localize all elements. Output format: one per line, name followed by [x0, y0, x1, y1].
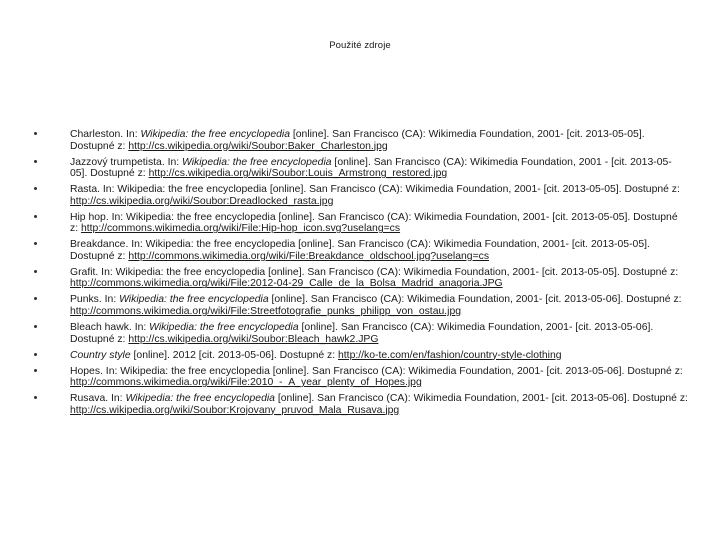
- bullet-icon: [34, 160, 37, 163]
- bullet-icon: [34, 132, 37, 135]
- reference-text: [online]. San Francisco (CA): Wikimedia Foundation, 2001 - [cit. 2013-05-05]. Dostupné z:: [70, 156, 672, 180]
- reference-text: [online]. San Francisco (CA): Wikimedia Foundation, 2001- [cit. 2013-05-05]. Dostupné z:: [70, 129, 645, 152]
- list-item: [28, 239, 688, 262]
- list-item: [28, 294, 688, 317]
- reference-link[interactable]: http://commons.wikimedia.org/wiki/File:Breakdance_oldschool.jpg?uselang=cs: [128, 250, 490, 262]
- reference-link[interactable]: http://commons.wikimedia.org/wiki/File:Hip-hop_icon.svg?uselang=cs: [80, 223, 401, 235]
- reference-link[interactable]: http://commons.wikimedia.org/wiki/File:2012-04-29_Calle_de_la_Bolsa_Madrid_anagoria.JPG: [70, 278, 503, 290]
- reference-link[interactable]: http://cs.wikipedia.org/wiki/Soubor:Baker_Charleston.jpg: [128, 140, 388, 152]
- bullet-icon: [34, 215, 37, 218]
- reference-source: Wikipedia: the free encyclopedia: [125, 393, 275, 405]
- reference-source: Country style: [70, 349, 131, 361]
- reference-source: Wikipedia: the free encyclopedia: [119, 294, 269, 306]
- reference-text: [online]. San Francisco (CA): Wikimedia Foundation, 2001- [cit. 2013-05-06]. Dostupné z:: [274, 393, 688, 405]
- reference-link[interactable]: http://cs.wikipedia.org/wiki/Soubor:Bleach_hawk2.JPG: [128, 333, 379, 345]
- bullet-icon: [34, 297, 37, 300]
- reference-source: Wikipedia: the free encyclopedia: [149, 322, 299, 334]
- reference-text: Bleach hawk. In:: [70, 322, 150, 334]
- reference-text: [online]. 2012 [cit. 2013-05-06]. Dostupné z:: [130, 349, 339, 361]
- reference-text: Breakdance. In: Wikipedia: the free encyclopedia [online]. San Francisco (CA): Wikimedia Foundation, 2001- [cit. 2013-05-05]. Dostupné z:: [70, 239, 650, 262]
- reference-link[interactable]: http://cs.wikipedia.org/wiki/Soubor:Krojovany_pruvod_Mala_Rusava.jpg: [70, 404, 400, 416]
- list-item: [28, 267, 688, 290]
- list-item: [28, 366, 688, 389]
- list-item: [28, 322, 688, 345]
- bullet-icon: [34, 187, 37, 190]
- reference-source: Wikipedia: the free encyclopedia: [140, 129, 290, 140]
- list-item: [28, 350, 688, 362]
- reference-list: [28, 129, 688, 421]
- reference-text: [online]. San Francisco (CA): Wikimedia Foundation, 2001- [cit. 2013-05-06]. Dostupné z:: [268, 294, 682, 306]
- reference-text: Charleston. In:: [70, 129, 141, 140]
- bullet-icon: [34, 325, 37, 328]
- reference-text: Hip hop. In: Wikipedia: the free encyclopedia [online]. San Francisco (CA): Wikimedia Foundation, 2001- [cit. 2013-05-05]. Dostupné z:: [70, 211, 678, 235]
- bullet-icon: [34, 353, 37, 356]
- list-item: [28, 157, 688, 180]
- reference-text: Jazzový trumpetista. In:: [70, 156, 183, 168]
- reference-text: Grafit. In: Wikipedia: the free encyclopedia [online]. San Francisco (CA): Wikimedia Foundation, 2001- [cit. 2013-05-05]. Dostupné z:: [70, 266, 679, 278]
- reference-link[interactable]: http://ko-te.com/en/fashion/country-style-clothing: [338, 349, 562, 361]
- list-item: [28, 212, 688, 235]
- list-item: [28, 393, 688, 416]
- reference-text: Punks. In:: [70, 294, 120, 306]
- list-item: [28, 184, 688, 207]
- reference-link[interactable]: http://commons.wikimedia.org/wiki/File:2010_-_A_year_plenty_of_Hopes.jpg: [70, 377, 422, 389]
- bullet-icon: [34, 270, 37, 273]
- list-item: [28, 129, 688, 152]
- bullet-icon: [34, 369, 37, 372]
- reference-link[interactable]: http://commons.wikimedia.org/wiki/File:Streetfotografie_punks_philipp_von_ostau.jpg: [70, 306, 462, 318]
- reference-text: Hopes. In: Wikipedia: the free encyclopedia [online]. San Francisco (CA): Wikimedia Foundation, 2001- [cit. 2013-05-06]. Dostupné z:: [70, 365, 683, 377]
- page-title: Použité zdroje: [329, 40, 391, 51]
- reference-link[interactable]: http://cs.wikipedia.org/wiki/Soubor:Dreadlocked_rasta.jpg: [70, 195, 334, 207]
- reference-text: Rusava. In:: [70, 393, 126, 405]
- reference-text: [online]. San Francisco (CA): Wikimedia Foundation, 2001- [cit. 2013-05-06]. Dostupné z:: [70, 322, 654, 345]
- bullet-icon: [34, 242, 37, 245]
- reference-source: Wikipedia: the free encyclopedia: [182, 156, 332, 168]
- reference-link[interactable]: http://cs.wikipedia.org/wiki/Soubor:Louis_Armstrong_restored.jpg: [148, 168, 448, 180]
- reference-text: Rasta. In: Wikipedia: the free encyclopedia [online]. San Francisco (CA): Wikimedia Foundation, 2001- [cit. 2013-05-05]. Dostupné z:: [70, 184, 680, 196]
- bullet-icon: [34, 396, 37, 399]
